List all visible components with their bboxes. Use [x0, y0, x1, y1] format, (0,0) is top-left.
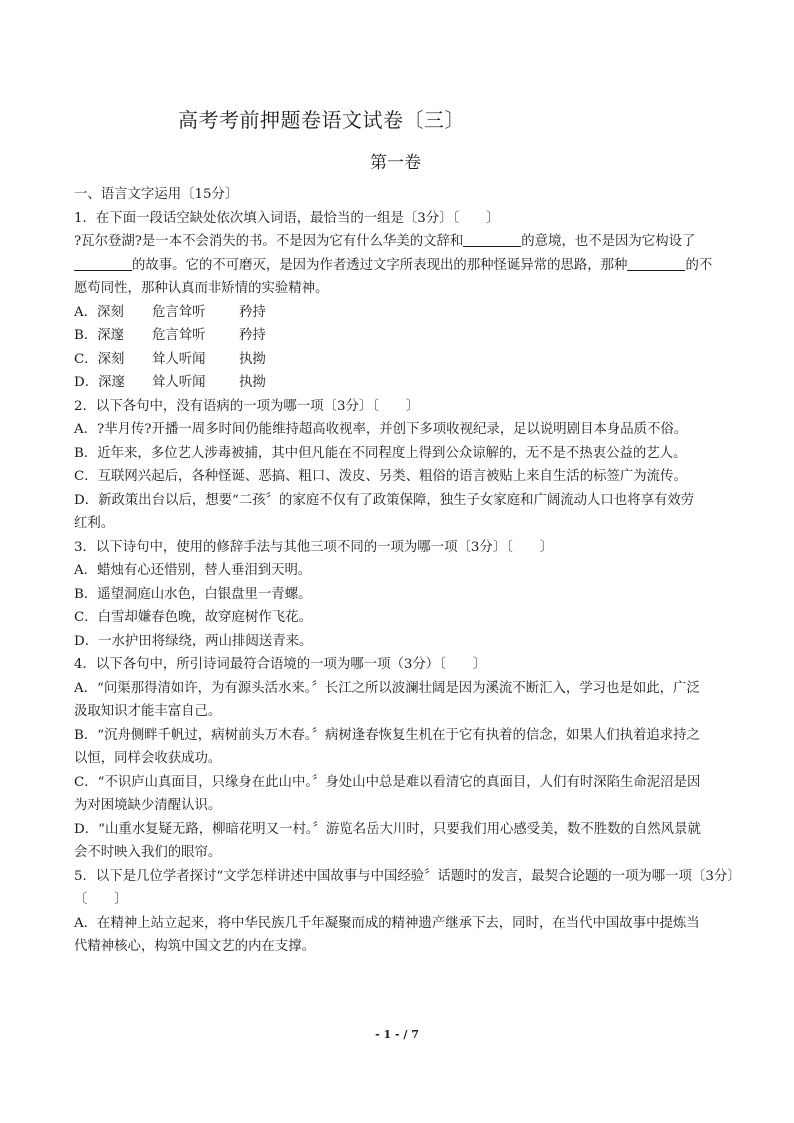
answer-blank-2 [74, 256, 132, 271]
exam-title: 高考考前押题卷语文试卷〔三〕 [178, 108, 465, 132]
q2-option-c: C．互联网兴起后，各种怪诞、恶搞、粗口、泼皮、另类、粗俗的语言被贴上来自生活的标签广为流传。 [74, 469, 687, 484]
q4-option-a-line-2: 汲取知识才能丰富自己。 [74, 704, 222, 719]
q5-option-a-line-2: 代精神核心，构筑中国文艺的内在支撑。 [74, 939, 316, 954]
q2-option-d-line-2: 红利。 [74, 516, 115, 531]
q3-option-d: D．一水护田将绿绕，两山排闼送青来。 [74, 633, 313, 649]
q1-option-b: B．深邃 危言耸听 矜持 [74, 328, 266, 343]
q5-stem-line-2: 〔 〕 [74, 892, 128, 907]
q1-passage-line-3: 愿苟同性，那种认真而非矫情的实验精神。 [74, 281, 329, 296]
page-number: - 1 - / 7 [375, 1028, 419, 1041]
q1-option-d: D．深邃 耸人听闻 执拗 [74, 375, 266, 390]
q1-passage-line-1: ?瓦尔登湖?是一本不会消失的书。不是因为它有什么华美的文辞和 的意境，也不是因为它构设了 [74, 234, 696, 249]
q4-stem: 4．以下各句中，所引诗词最符合语境的一项为哪一项（3分）〔 〕 [74, 657, 487, 672]
q4-option-a-line-1: A．“问渠那得清如许，为有源头活水来。〞长江之所以波澜壮阔是因为溪流不断汇入，学习也是如此，广泛 [74, 680, 700, 696]
volume-title: 第一卷 [370, 153, 421, 173]
section-heading: 一、语言文字运用〔15分〕 [74, 187, 239, 202]
answer-blank-1 [463, 232, 521, 247]
q4-option-c-line-1: C．“不识庐山真面目，只缘身在此山中。〞身处山中总是难以看清它的真面目，人们有时深陷生命泥沼是因 [74, 774, 701, 790]
q3-option-c: C．白雪却嫌春色晚，故穿庭树作飞花。 [74, 610, 312, 625]
q3-option-a: A．蜡烛有心还惜别，替人垂泪到天明。 [74, 563, 312, 578]
q4-option-b-line-2: 以恒，同样会收获成功。 [74, 751, 222, 766]
q3-stem: 3．以下诗句中，使用的修辞手法与其他三项不同的一项为哪一项〔3分〕〔 〕 [74, 539, 554, 555]
q1-stem: 1．在下面一段话空缺处依次填入词语，最恰当的一组是〔3分〕〔 〕 [74, 210, 500, 226]
exam-body [74, 183, 764, 959]
q1-passage-line-2: 的故事。它的不可磨灭，是因为作者透过文字所表现出的那种怪诞异常的思路，那种 的不 [74, 254, 764, 278]
answer-blank-3 [627, 256, 685, 271]
q2-stem: 2．以下各句中，没有语病的一项为哪一项〔3分〕〔 〕 [74, 398, 420, 414]
q4-option-c-line-2: 为对困境缺少清醒认识。 [74, 798, 222, 813]
q5-option-a-line-1: A．在精神上站立起来，将中华民族几千年凝聚而成的精神遗产继承下去，同时，在当代中国故事中提炼当 [74, 915, 700, 931]
q2-option-a: A．?芈月传?开播一周多时间仍能维持超高收视率，并创下多项收视纪录，足以说明剧目本身品质不俗。 [74, 422, 688, 437]
q2-option-d-line-1: D．新政策出台以后，想要“二孩〞的家庭不仅有了政策保障，独生子女家庭和广阔流动人口也将享有效劳 [74, 492, 695, 508]
q2-option-b: B．近年来，多位艺人涉毒被捕，其中但凡能在不同程度上得到公众谅解的，无不是不热衷公益的艺人。 [74, 445, 687, 461]
q4-option-d-line-2: 会不时映入我们的眼帘。 [74, 845, 222, 860]
q5-stem-line-1: 5．以下是几位学者探讨“文学怎样讲述中国故事与中国经验〞话题时的发言，最契合论题的一项为哪一项〔3分〕 [74, 868, 741, 884]
q1-option-a: A．深刻 危言耸听 矜持 [74, 304, 266, 320]
q4-option-b-line-1: B．“沉舟侧畔千帆过，病树前头万木春。〞病树逢春恢复生机在于它有执着的信念，如果人们执着追求持之 [74, 727, 700, 743]
q4-option-d-line-1: D．“山重水复疑无路，柳暗花明又一村。〞游览名岳大川时，只要我们用心感受美，数不胜数的自然风景就 [74, 821, 701, 837]
q1-option-c: C．深刻 耸人听闻 执拗 [74, 351, 266, 367]
q3-option-b: B．遥望洞庭山水色，白银盘里一青螺。 [74, 586, 312, 602]
